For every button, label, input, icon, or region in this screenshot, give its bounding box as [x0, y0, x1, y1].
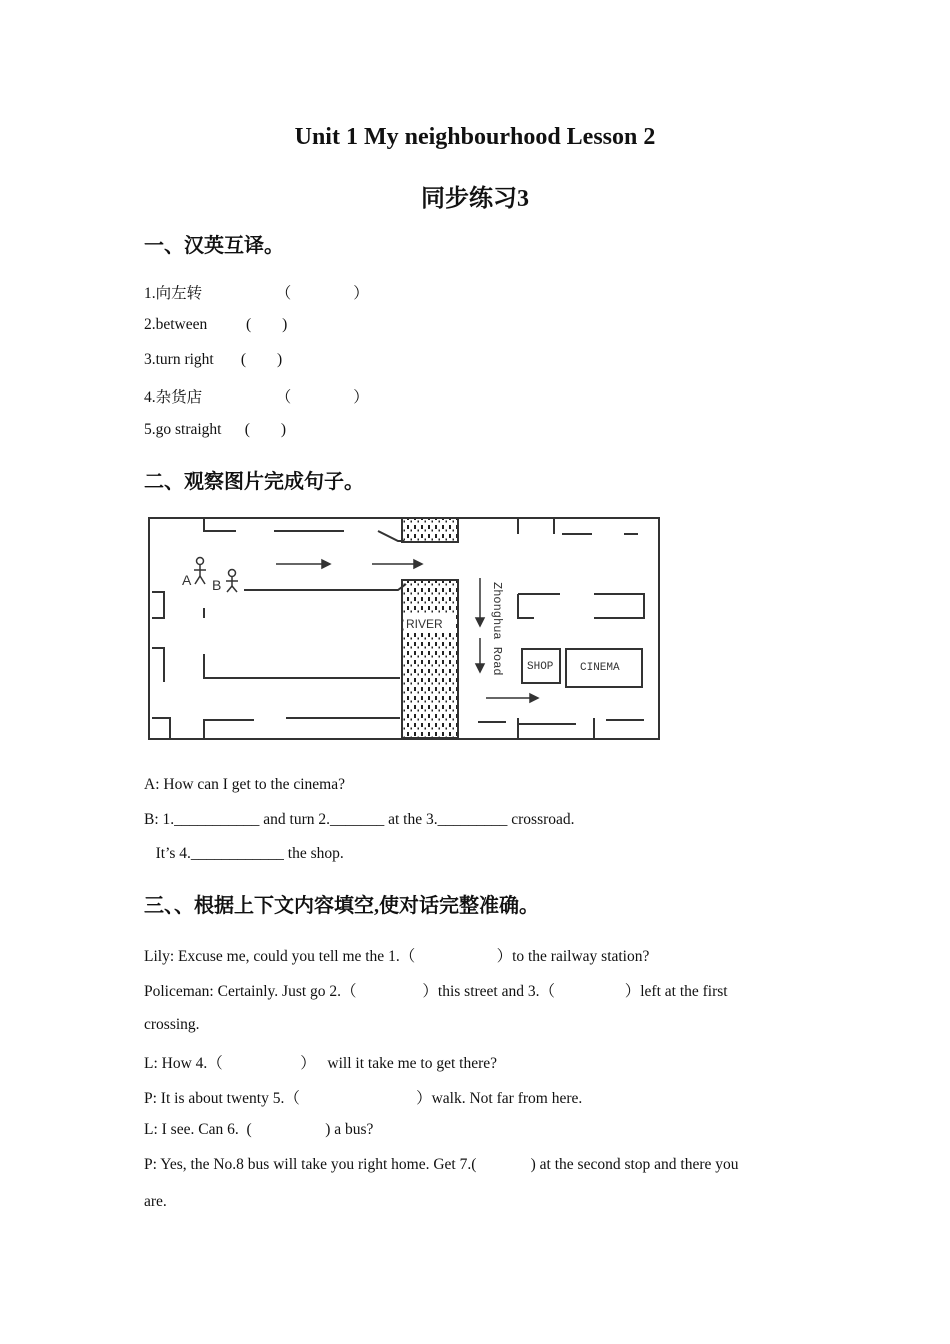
section-3-heading: 三、、根据上下文内容填空,使对话完整准确。: [144, 895, 539, 917]
exercise-item: 1.向左转 （ ）: [144, 285, 369, 302]
road-label: Zhonghua Road: [490, 582, 504, 676]
river-upper: [402, 518, 458, 542]
exercise-item: 3.turn right ( ): [144, 351, 283, 368]
page-subtitle: 同步练习3: [421, 186, 529, 212]
cinema-label: CINEMA: [580, 662, 620, 674]
dialogue-line: A: How can I get to the cinema?: [144, 776, 345, 793]
section-2-heading: 二、观察图片完成句子。: [144, 471, 364, 493]
section-1-heading: 一、汉英互译。: [144, 235, 284, 257]
dialogue-line: crossing.: [144, 1016, 200, 1033]
dialogue-line: P: Yes, the No.8 bus will take you right home. Get 7.( ) at the second stop and there you: [144, 1156, 739, 1173]
exercise-item: 2.between ( ): [144, 316, 288, 333]
river-lower: [402, 580, 458, 738]
dialogue-line: P: It is about twenty 5.（ ）walk. Not far from here.: [144, 1090, 583, 1107]
page-title: Unit 1 My neighbourhood Lesson 2: [294, 124, 656, 150]
exercise-item: 4.杂货店 （ ）: [144, 389, 369, 406]
river-label: RIVER: [406, 617, 443, 631]
dialogue-line: are.: [144, 1193, 167, 1210]
person-a-label: A: [182, 572, 192, 588]
neighbourhood-map: [146, 514, 662, 742]
exercise-item: 5.go straight ( ): [144, 421, 287, 438]
dialogue-line: It’s 4.____________ the shop.: [144, 845, 344, 862]
dialogue-line: L: How 4.（ ） will it take me to get there?: [144, 1055, 497, 1072]
dialogue-line: L: I see. Can 6. ( ) a bus?: [144, 1121, 374, 1138]
dialogue-line: Lily: Excuse me, could you tell me the 1.（ ）to the railway station?: [144, 948, 650, 965]
dialogue-line: Policeman: Certainly. Just go 2.（ ）this street and 3.（ ）left at the first: [144, 983, 728, 1000]
dialogue-line: B: 1.___________ and turn 2._______ at the 3._________ crossroad.: [144, 811, 575, 828]
person-b-label: B: [212, 577, 222, 593]
shop-label: SHOP: [527, 661, 554, 673]
